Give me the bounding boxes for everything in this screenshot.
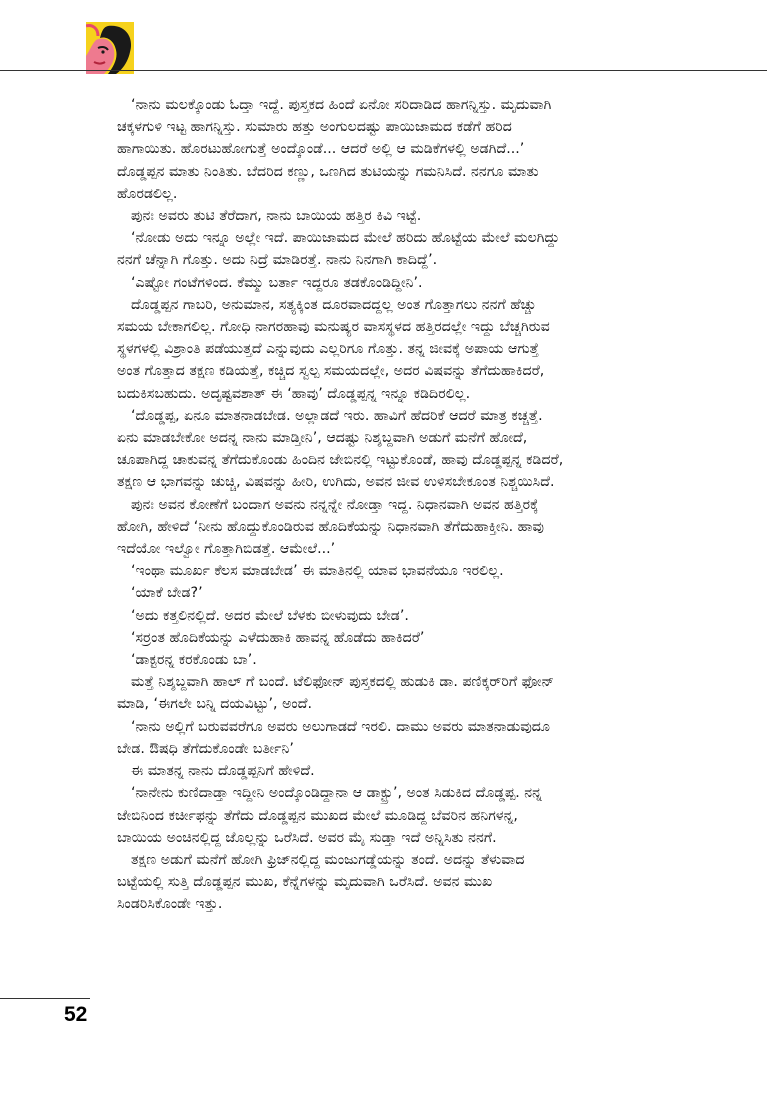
- text-line: ‘ಇಂಥಾ ಮೂರ್ಖ ಕೆಲಸ ಮಾಡಬೇಡ’ ಈ ಮಾತಿನಲ್ಲಿ ಯಾವ ಭಾವನೆಯೂ ಇರಲಿಲ್ಲ.: [131, 563, 504, 580]
- text-line: ಇದೆಯೋ ಇಲ್ವೋ ಗೊತ್ತಾಗಿಬಿಡತ್ತೆ. ಆಮೇಲೆ...’: [117, 541, 336, 558]
- footer-rule: [0, 998, 90, 999]
- text-line: ಚೂಪಾಗಿದ್ದ ಚಾಕುವನ್ನ ತೆಗೆದುಕೊಂಡು ಹಿಂದಿನ ಜೇಬಿನಲ್ಲಿ ಇಟ್ಟುಕೊಂಡೆ, ಹಾವು ದೊಡ್ಡಪ್ಪನ್ನ ಕಡಿದರೆ,: [117, 452, 564, 469]
- text-line: ‘ಎಷ್ಟೋ ಗಂಟೆಗಳಿಂದ. ಕೆಮ್ಮು ಬರ್ತಾ ಇದ್ದರೂ ತಡಕೊಂಡಿದ್ದೀನಿ’.: [131, 274, 423, 291]
- text-line: ಬೇಡ. ಔಷಧಿ ತೆಗೆದುಕೊಂಡೇ ಬರ್ತೀನಿ’: [117, 740, 294, 757]
- text-line: ‘ನಾನು ಅಲ್ಲಿಗೆ ಬರುವವರೆಗೂ ಅವರು ಅಲುಗಾಡದೆ ಇರಲಿ. ದಾಮು ಅವರು ಮಾತನಾಡುವುದೂ: [131, 718, 550, 735]
- page-number: 52: [64, 1003, 88, 1026]
- text-line: ‘ನಾನೇನು ಕುಣಿದಾಡ್ತಾ ಇದ್ದೀನಿ ಅಂದ್ಕೊಂಡಿದ್ದಾನಾ ಆ ಡಾಕ್ಟ್ರು’, ಅಂತ ಸಿಡುಕಿದ ದೊಡ್ಡಪ್ಪ. ನನ್ನ: [131, 785, 542, 802]
- woman-face-logo-icon: [86, 22, 134, 74]
- paragraph: [117, 782, 737, 849]
- paragraph: [117, 649, 737, 671]
- paragraph: [117, 405, 737, 494]
- text-line: ನನಗೆ ಚೆನ್ನಾಗಿ ಗೊತ್ತು. ಅದು ನಿದ್ರೆ ಮಾಡಿರತ್ತೆ. ನಾನು ನಿನಗಾಗಿ ಕಾದಿದ್ದೆ’.: [117, 252, 438, 269]
- paragraph: [117, 760, 737, 782]
- text-line: ದೊಡ್ಡಪ್ಪನ ಗಾಬರಿ, ಅನುಮಾನ, ಸತ್ಯಕ್ಕಿಂತ ದೂರವಾದದ್ದಲ್ಲ ಅಂತ ಗೊತ್ತಾಗಲು ನನಗೆ ಹೆಚ್ಚು: [131, 296, 537, 313]
- text-line: ಸಿಂಡರಿಸಿಕೊಂಡೇ ಇತ್ತು.: [117, 896, 223, 913]
- paragraph: [117, 716, 737, 760]
- text-line: ಏನು ಮಾಡಬೇಕೋ ಅದನ್ನ ನಾನು ಮಾಡ್ತೀನಿ’, ಆದಷ್ಟು ನಿಶ್ಶಬ್ದವಾಗಿ ಅಡುಗೆ ಮನೆಗೆ ಹೋದೆ,: [117, 430, 528, 447]
- paragraph: [117, 294, 737, 405]
- text-line: ದೊಡ್ಡಪ್ಪನ ಮಾತು ನಿಂತಿತು. ಬೆದರಿದ ಕಣ್ಣು, ಒಣಗಿದ ತುಟಿಯನ್ನು ಗಮನಿಸಿದೆ. ನನಗೂ ಮಾತು: [117, 163, 539, 180]
- text-line: ‘ಯಾಕೆ ಬೇಡ?’: [131, 585, 203, 602]
- text-line: ತಕ್ಷಣ ಆ ಭಾಗವನ್ನು ಚುಚ್ಚಿ, ವಿಷವನ್ನು ಹೀರಿ, ಉಗಿದು, ಅವನ ಜೀವ ಉಳಿಸಬೇಕೂಂತ ನಿಶ್ಚಯಿಸಿದೆ.: [117, 474, 555, 491]
- paragraph: [117, 272, 737, 294]
- text-line: ಬಟ್ಟೆಯಲ್ಲಿ ಸುತ್ತಿ ದೊಡ್ಡಪ್ಪನ ಮುಖ, ಕೆನ್ನೆಗಳನ್ನು ಮೃದುವಾಗಿ ಒರೆಸಿದೆ. ಅವನ ಮುಖ: [117, 874, 493, 891]
- header-rule: [0, 70, 767, 71]
- text-line: ಪುನಃ ಅವರು ತುಟಿ ತೆರೆದಾಗ, ನಾನು ಬಾಯಿಯ ಹತ್ತಿರ ಕಿವಿ ಇಟ್ಟೆ.: [131, 208, 422, 225]
- text-line: ‘ನೋಡು ಅದು ಇನ್ನೂ ಅಲ್ಲೇ ಇದೆ. ಪಾಯಿಜಾಮದ ಮೇಲೆ ಹರಿದು ಹೊಟ್ಟೆಯ ಮೇಲೆ ಮಲಗಿದ್ದು: [131, 230, 560, 247]
- text-line: ಮಾಡಿ, ‘ಈಗಲೇ ಬನ್ನಿ ದಯವಿಟ್ಟು’, ಅಂದೆ.: [117, 696, 312, 713]
- paragraph: [117, 205, 737, 227]
- text-line: ‘ದೊಡ್ಡಪ್ಪ, ಏನೂ ಮಾತನಾಡಬೇಡ. ಅಲ್ಲಾಡದೆ ಇರು. ಹಾವಿಗೆ ಹೆದರಿಕೆ ಆದರೆ ಮಾತ್ರ ಕಚ್ಚತ್ತೆ.: [131, 407, 543, 424]
- text-line: ‘ಅದು ಕತ್ತಲಿನಲ್ಲಿದೆ. ಅದರ ಮೇಲೆ ಬೆಳಕು ಬೀಳುವುದು ಬೇಡ’.: [131, 607, 409, 624]
- text-line: ‘ಡಾಕ್ಟರನ್ನ ಕರಕೊಂಡು ಬಾ’.: [131, 652, 257, 669]
- text-line: ಬದುಕಿಸಬಹುದು. ಅದೃಷ್ಟವಶಾತ್ ಈ ‘ಹಾವು’ ದೊಡ್ಡಪ್ಪನ್ನ ಇನ್ನೂ ಕಡಿದಿರಲಿಲ್ಲ.: [117, 385, 471, 402]
- text-line: ಮತ್ತೆ ನಿಶ್ಶಬ್ದವಾಗಿ ಹಾಲ್ ಗೆ ಬಂದೆ. ಟೆಲಿಫೋನ್ ಪುಸ್ತಕದಲ್ಲಿ ಹುಡುಕಿ ಡಾ. ಪಣಿಕ್ಕರ್‌ರಿಗೆ ಫೋನ್: [131, 674, 555, 691]
- paragraph: [117, 849, 737, 916]
- text-line: ಸ್ಥಳಗಳಲ್ಲಿ ವಿಶ್ರಾಂತಿ ಪಡೆಯುತ್ತದೆ ಎನ್ನುವುದು ಎಲ್ಲರಿಗೂ ಗೊತ್ತು. ತನ್ನ ಜೀವಕ್ಕೆ ಅಪಾಯ ಆಗುತ್ತೆ: [117, 341, 539, 358]
- text-line: ‘ಸರ್ರಂತ ಹೊದಿಕೆಯನ್ನು ಎಳೆದುಹಾಕಿ ಹಾವನ್ನ ಹೊಡೆದು ಹಾಕಿದರೆ’: [131, 629, 425, 646]
- text-line: ಹೋಗಿ, ಹೇಳಿದೆ ‘ನೀನು ಹೊದ್ದುಕೊಂಡಿರುವ ಹೊದಿಕೆಯನ್ನು ನಿಧಾನವಾಗಿ ತೆಗೆದುಹಾಕ್ತೀನಿ. ಹಾವು: [117, 518, 545, 535]
- text-line: ಹೊರಡಲಿಲ್ಲ.: [117, 185, 178, 202]
- text-line: ತಕ್ಷಣ ಅಡುಗೆ ಮನೆಗೆ ಹೋಗಿ ಫ್ರಿಜ್‌ನಲ್ಲಿದ್ದ ಮಂಜುಗಡ್ಡೆಯನ್ನು ತಂದೆ. ಅದನ್ನು ತೆಳುವಾದ: [131, 851, 525, 868]
- paragraph: [117, 227, 737, 271]
- paragraph: [117, 582, 737, 604]
- text-line: ‘ನಾನು ಮಲಕ್ಕೊಂಡು ಓದ್ತಾ ಇದ್ದೆ. ಪುಸ್ತಕದ ಹಿಂದೆ ಏನೋ ಸರಿದಾಡಿದ ಹಾಗನ್ನಿಸ್ತು. ಮೃದುವಾಗಿ: [131, 97, 552, 113]
- text-line: ಹಾಗಾಯಿತು. ಹೊರಟುಹೋಗುತ್ತೆ ಅಂದ್ಕೊಂಡೆ... ಆದರೆ ಅಲ್ಲಿ ಆ ಮಡಿಕೆಗಳಲ್ಲಿ ಅಡಗಿದೆ...’: [117, 141, 525, 158]
- text-line: ಪುನಃ ಅವನ ಕೋಣೆಗೆ ಬಂದಾಗ ಅವನು ನನ್ನನ್ನೇ ನೋಡ್ತಾ ಇದ್ದ. ನಿಧಾನವಾಗಿ ಅವನ ಹತ್ತಿರಕ್ಕೆ: [131, 496, 539, 513]
- text-line: ಸಮಯ ಬೇಕಾಗಲಿಲ್ಲ. ಗೋಧಿ ನಾಗರಹಾವು ಮನುಷ್ಯರ ವಾಸಸ್ಥಳದ ಹತ್ತಿರದಲ್ಲೇ ಇದ್ದು ಬೆಚ್ಚಗಿರುವ: [117, 319, 550, 336]
- paragraph: [117, 671, 737, 715]
- text-line: ಜೇಬಿನಿಂದ ಕರ್ಚೀಫನ್ನು ತೆಗೆದು ದೊಡ್ಡಪ್ಪನ ಮುಖದ ಮೇಲೆ ಮೂಡಿದ್ದ ಬೆವರಿನ ಹನಿಗಳನ್ನ,: [117, 807, 518, 824]
- article-body: [117, 94, 737, 916]
- magazine-logo: [86, 22, 134, 74]
- paragraph: [117, 605, 737, 627]
- paragraph: [117, 494, 737, 561]
- paragraph: [117, 94, 737, 205]
- text-line: ಈ ಮಾತನ್ನ ನಾನು ದೊಡ್ಡಪ್ಪನಿಗೆ ಹೇಳಿದೆ.: [131, 763, 315, 780]
- paragraph: [117, 627, 737, 649]
- text-line: ಬಾಯಿಯ ಅಂಚಿನಲ್ಲಿದ್ದ ಜೊಲ್ಲನ್ನು ಒರೆಸಿದೆ. ಅವರ ಮೈ ಸುಡ್ತಾ ಇದೆ ಅನ್ನಿಸಿತು ನನಗೆ.: [117, 829, 497, 846]
- paragraph: [117, 560, 737, 582]
- text-line: ಚಕ್ಕಳಗುಳಿ ಇಟ್ಟ ಹಾಗನ್ನಿಸ್ತು. ಸುಮಾರು ಹತ್ತು ಅಂಗುಲದಷ್ಟು ಪಾಯಿಜಾಮದ ಕಡೆಗೆ ಹರಿದ: [117, 119, 512, 136]
- text-line: ಅಂತ ಗೊತ್ತಾದ ತಕ್ಷಣ ಕಡಿಯತ್ತೆ, ಕಚ್ಚಿದ ಸ್ವಲ್ಪ ಸಮಯದಲ್ಲೇ, ಅದರ ವಿಷವನ್ನು ತೆಗೆದುಹಾಕಿದರೆ,: [117, 363, 545, 380]
